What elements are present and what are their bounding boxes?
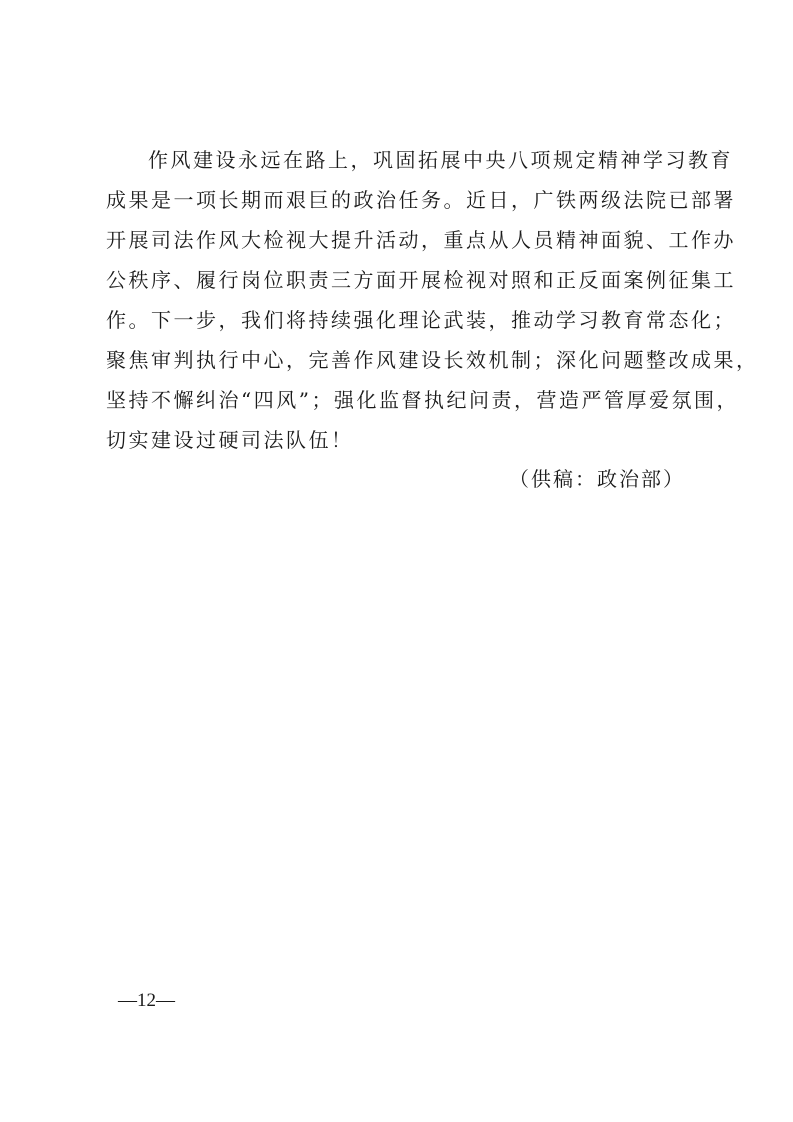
paragraph-line: 作风建设永远在路上，巩固拓展中央八项规定精神学习教育 [148, 148, 733, 172]
paragraph-line: 作。下一步，我们将持续强化理论武装，推动学习教育常态化； [106, 308, 736, 332]
paragraph-line: 切实建设过硬司法队伍！ [106, 428, 354, 452]
source-attribution: （供稿：政治部） [509, 467, 685, 491]
paragraph-line: 公秩序、履行岗位职责三方面开展检视对照和正反面案例征集工 [106, 268, 736, 292]
paragraph-line: 成果是一项长期而艰巨的政治任务。近日，广铁两级法院已部署 [106, 188, 736, 212]
article-body [106, 140, 759, 460]
paragraph-line: 开展司法作风大检视大提升活动，重点从人员精神面貌、工作办 [106, 228, 736, 252]
paragraph-line: 坚持不懈纠治“四风”；强化监督执纪问责，营造严管厚爱氛围， [106, 388, 739, 412]
paragraph-line: 聚焦审判执行中心，完善作风建设长效机制；深化问题整改成果， [106, 348, 759, 372]
page-number: —12— [118, 990, 175, 1011]
